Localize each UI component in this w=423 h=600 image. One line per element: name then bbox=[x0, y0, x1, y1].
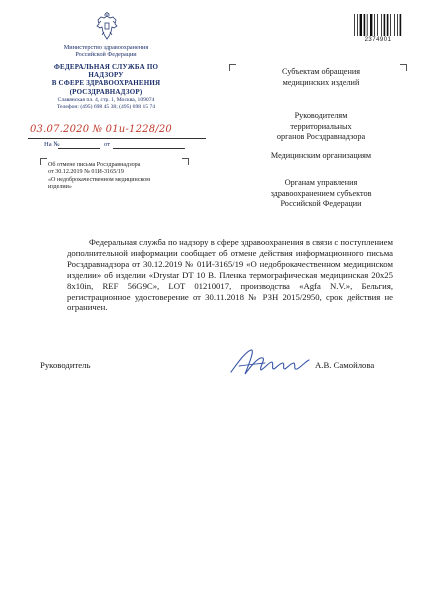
address-block bbox=[48, 97, 164, 111]
address-line: Телефон: (495) 698 45 38; (495) 698 15 74 bbox=[56, 103, 156, 110]
recipient-health-authorities bbox=[246, 178, 396, 210]
recipient-circulation-subjects bbox=[246, 67, 396, 88]
subject-line: от 30.12.2019 № 01И-3165/19 bbox=[48, 169, 124, 176]
ministry-line: Российской Федерации bbox=[75, 51, 137, 59]
letter-body: Федеральная служба по надзору в сфере здравоохранения в связи с поступлением дополнительной информации сообщает об отмене действия информационного письма Росздравнадзора от 30.12.2019 № 01И-3165/19 «О недоброкачественном медицинском изделии» об изделии «Drystar DT 10 B. Пленка термографическая медицинская 20х25 8х10in, REF 56G9C», LOT 01210017, производства «Agfa N.V.», Бельгия, регистрационное удостоверение от 30.11.2018 № РЗН 2015/2950, срок действия не ограничен. bbox=[67, 237, 393, 313]
recipient-medical-organizations bbox=[246, 151, 396, 162]
recipient-line: Руководителям bbox=[294, 111, 348, 120]
recipient-corner bbox=[229, 64, 236, 71]
handwritten-signature bbox=[225, 342, 315, 387]
signatory-name: А.В. Самойлова bbox=[315, 360, 375, 370]
reference-corner bbox=[182, 158, 189, 165]
service-line: ФЕДЕРАЛЬНАЯ СЛУЖБА ПО НАДЗОРУ bbox=[53, 63, 159, 80]
recipient-corner bbox=[400, 64, 407, 71]
subject-reference bbox=[48, 162, 178, 191]
barcode-bar bbox=[394, 14, 395, 36]
barcode-bar bbox=[377, 14, 378, 36]
barcode bbox=[353, 14, 403, 36]
recipient-territorial-heads bbox=[246, 111, 396, 143]
barcode-bar bbox=[374, 14, 375, 36]
registration-date-number: 03.07.2020 № 01и-1228/20 bbox=[30, 124, 172, 135]
service-name bbox=[40, 63, 172, 96]
reply-date-label: от bbox=[104, 141, 111, 148]
barcode-bar bbox=[370, 14, 372, 36]
barcode-bar bbox=[387, 14, 389, 36]
barcode-number: 2374901 bbox=[364, 37, 392, 43]
recipient-line: здравоохранением субъектов bbox=[270, 188, 372, 198]
coat-of-arms-emblem bbox=[95, 12, 119, 42]
subject-line: «О недоброкачественном медицинском bbox=[48, 176, 150, 183]
recipient-line: медицинских изделий bbox=[282, 77, 360, 87]
ministry-name bbox=[46, 44, 166, 59]
reply-date-underline bbox=[113, 141, 185, 149]
reply-to-label: На № bbox=[44, 141, 60, 148]
subject-line: Об отмене письма Росздравнадзора bbox=[48, 162, 141, 168]
recipient-line: Российской Федерации bbox=[280, 199, 362, 208]
recipient-line: территориальных bbox=[290, 121, 352, 131]
signatory-title: Руководитель bbox=[40, 360, 91, 370]
recipient-line: Органам управления bbox=[284, 178, 358, 187]
barcode-bar bbox=[364, 14, 366, 36]
barcode-bar bbox=[384, 14, 386, 36]
subject-line: изделии» bbox=[48, 183, 72, 190]
ministry-line: Министерство здравоохранения bbox=[63, 44, 149, 51]
barcode-bar bbox=[367, 14, 368, 36]
barcode-bar bbox=[390, 14, 391, 36]
barcode-bar bbox=[397, 14, 398, 36]
reference-corner bbox=[40, 158, 47, 165]
service-line: (РОСЗДРАВНАДЗОР) bbox=[69, 87, 143, 96]
barcode-bar bbox=[400, 14, 402, 36]
recipient-line: Медицинским организациям bbox=[270, 151, 372, 160]
barcode-bar bbox=[381, 14, 382, 36]
barcode-bar bbox=[360, 14, 362, 36]
barcode-bar bbox=[357, 14, 358, 36]
recipient-line: Субъектам обращения bbox=[282, 67, 360, 76]
barcode-bar bbox=[354, 14, 355, 36]
address-line: Славянская пл. 4, стр. 1, Москва, 109074 bbox=[57, 97, 155, 103]
reply-to-underline bbox=[58, 141, 100, 149]
service-line: В СФЕРЕ ЗДРАВООХРАНЕНИЯ bbox=[51, 79, 161, 88]
recipient-line: органов Росздравнадзора bbox=[276, 132, 366, 141]
